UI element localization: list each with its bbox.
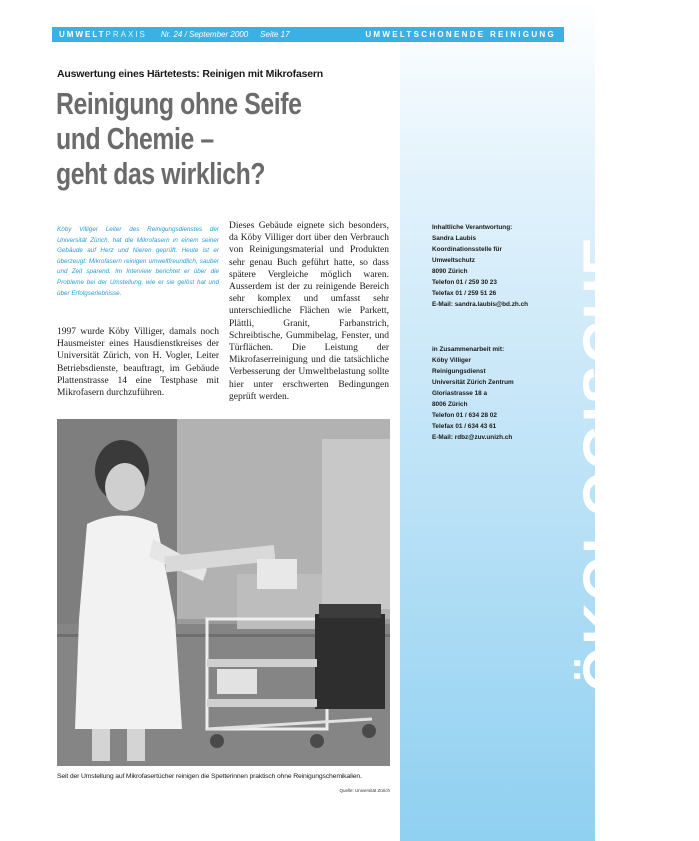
headline-line-3: geht das wirklich? [56, 156, 266, 191]
contact-line: Sandra Laubis [432, 235, 477, 242]
contact-line: in Zusammenarbeit mit: [432, 346, 505, 353]
brand-umwelt: UMWELT [59, 30, 106, 39]
vertical-section-title [574, 235, 698, 790]
article-kicker: Auswertung eines Härtetests: Reinigen mit Mikrofasern [57, 68, 323, 80]
contact-line: Inhaltliche Verantwortung: [432, 224, 513, 231]
magazine-brand [59, 30, 147, 39]
brand-praxis: PRAXIS [105, 30, 147, 39]
article-lead: Köby Villiger Leiter des Reinigungsdienstes der Universität Zürich, hat die Mikrofasern in einem seiner Gebäude auf Herz und Nieren geprüft. Heute ist er überzeugt: Mikrofasern reinigen umweltfreundlich, sauber und Zeit sparend. Im Interview berichtet er über die Probleme bei der Umstellung, wie er sie gelöst hat und über Erfolgserlebnisse. [57, 226, 219, 297]
article-body-column-2: Dieses Gebäude eignete sich besonders, da Köby Villiger dort über den Verbrauch von Reinigungsmaterial und Produkten sehr genau Buch geführt hatte, so dass spätere Vergleiche möglich waren. Ausserdem ist der zu reinigende Bereich sehr komplex und umfasst sehr unterschiedliche Flächen wie Parkett, Plättli, Granit, Farbanstrich, Schreibtische, Gummibelag, Fenster, und Türflächen. Die Leistung der Mikrofaserreinigung und die tatsächliche Verbesserung der Umweltbelastung sollte hier unter erschwerten Bedingungen geprüft werden. [229, 221, 389, 402]
contact-line: Telefon 01 / 259 30 23 [432, 279, 497, 286]
section-topic: UMWELTSCHONENDE REINIGUNG [365, 30, 556, 39]
page-number: Seite 17 [260, 30, 290, 39]
article-headline [56, 86, 328, 191]
headline-line-2: und Chemie – [56, 121, 214, 156]
vertical-word-oekologische: ÖKOLOGISCHE [572, 234, 637, 692]
contact-line: Köby Villiger [432, 357, 471, 364]
contact-line: 8090 Zürich [432, 268, 468, 275]
contact-line: Reinigungsdienst [432, 368, 486, 375]
photo-caption: Seit der Umstellung auf Mikrofasertücher reinigen die Spetterinnen praktisch ohne Reinigungschemikalien. [57, 773, 362, 780]
contact-block-collaboration [432, 344, 572, 443]
contact-line: Umweltschutz [432, 257, 475, 264]
issue-number: Nr. 24 / September 2000 [160, 30, 249, 39]
article-body-column-1: 1997 wurde Köby Villiger, damals noch Hausmeister eines Hausdienstkreises der Universität Zürich, von H. Vogler, Leiter Betriebsdienste, beauftragt, im Gebäude Plattenstrasse 14 eine Testphase mit Mikrofasern durchzuführen. [57, 327, 219, 399]
contact-line: Koordinationsstelle für [432, 246, 502, 253]
contact-email-link[interactable]: E-Mail: sandra.laubis@bd.zh.ch [432, 301, 529, 308]
contact-block-responsible [432, 222, 572, 310]
photo-credit: Quelle: Universität Zürich [339, 788, 390, 793]
article-photo [57, 419, 390, 766]
contact-line: Gloriastrasse 18 a [432, 390, 488, 397]
contact-line: 8006 Zürich [432, 401, 468, 408]
contact-email-link[interactable]: E-Mail: rdbz@zuv.unizh.ch [432, 434, 513, 441]
photo-illustration [57, 419, 390, 766]
contact-line: Telefon 01 / 634 28 02 [432, 412, 497, 419]
contact-line: Telefax 01 / 259 51 26 [432, 290, 497, 297]
headline-line-1: Reinigung ohne Seife [56, 86, 302, 121]
contact-line: Universität Zürich Zentrum [432, 379, 514, 386]
page-header-bar [52, 27, 564, 42]
contact-line: Telefax 01 / 634 43 61 [432, 423, 497, 430]
vertical-word-beschaffung: BESCHAFFUNG [634, 323, 699, 790]
